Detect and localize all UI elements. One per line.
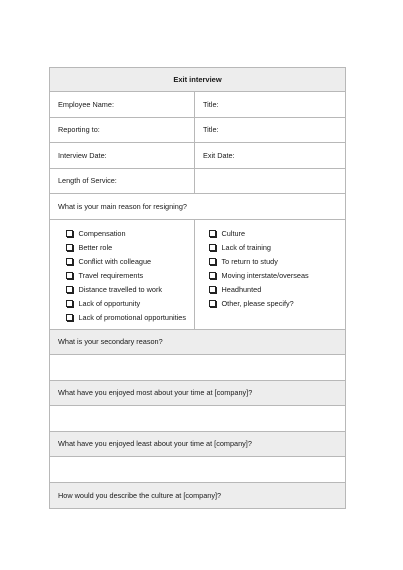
checkbox-icon[interactable]	[209, 300, 216, 307]
reason-label: Travel requirements	[78, 271, 144, 280]
reason-label: Other, please specify?	[221, 299, 294, 308]
secondary-reason-question: What is your secondary reason?	[58, 337, 163, 347]
reason-label: Conflict with colleague	[78, 257, 152, 266]
manager-title-field[interactable]: Title:	[203, 125, 219, 135]
length-of-service-field[interactable]: Length of Service:	[50, 169, 195, 194]
reason-option[interactable]	[66, 269, 194, 283]
enjoyed-least-question: What have you enjoyed least about your time at [company]?	[58, 439, 252, 449]
field-row-service	[50, 169, 345, 195]
reason-label: Headhunted	[221, 285, 262, 294]
checkbox-icon[interactable]	[66, 258, 73, 265]
reason-option[interactable]	[209, 283, 345, 297]
reason-column-right	[195, 220, 345, 329]
checkbox-icon[interactable]	[66, 230, 73, 237]
interview-date-field[interactable]: Interview Date:	[50, 143, 195, 168]
enjoyed-most-question-row	[50, 381, 345, 407]
culture-question-row	[50, 483, 345, 509]
reason-label: Culture	[221, 229, 246, 238]
reason-label: Distance travelled to work	[78, 285, 163, 294]
checkbox-icon[interactable]	[66, 286, 73, 293]
reason-label: Compensation	[78, 229, 126, 238]
reason-option[interactable]	[66, 241, 194, 255]
reason-option[interactable]	[66, 311, 194, 325]
reason-option[interactable]	[209, 255, 345, 269]
checkbox-icon[interactable]	[209, 258, 216, 265]
reason-option[interactable]	[209, 269, 345, 283]
field-row-reporting	[50, 118, 345, 144]
reason-option[interactable]	[209, 227, 345, 241]
checkbox-icon[interactable]	[66, 244, 73, 251]
checkbox-icon[interactable]	[66, 272, 73, 279]
reporting-to-field[interactable]: Reporting to:	[50, 118, 195, 143]
reason-label: Better role	[78, 243, 113, 252]
secondary-reason-question-row	[50, 330, 345, 356]
employee-name-field[interactable]: Employee Name:	[50, 92, 195, 117]
reason-option[interactable]	[66, 283, 194, 297]
checkbox-icon[interactable]	[209, 272, 216, 279]
checkbox-icon[interactable]	[209, 230, 216, 237]
reason-option[interactable]	[66, 297, 194, 311]
main-reason-question: What is your main reason for resigning?	[58, 201, 187, 211]
reason-option[interactable]	[209, 297, 345, 311]
reason-option[interactable]	[66, 227, 194, 241]
checkbox-icon[interactable]	[209, 286, 216, 293]
exit-interview-form	[49, 67, 346, 509]
exit-date-field[interactable]: Exit Date:	[203, 150, 235, 160]
checkbox-icon[interactable]	[209, 244, 216, 251]
reason-option[interactable]	[66, 255, 194, 269]
enjoyed-least-question-row	[50, 432, 345, 458]
reason-column-left	[50, 220, 195, 329]
field-row-employee	[50, 92, 345, 118]
checkbox-icon[interactable]	[66, 300, 73, 307]
checkbox-icon[interactable]	[66, 314, 73, 321]
reason-checklist	[50, 220, 345, 330]
reason-label: Lack of training	[221, 243, 271, 252]
enjoyed-least-answer[interactable]	[50, 457, 345, 483]
length-of-service-value[interactable]	[195, 169, 345, 194]
main-reason-question-row	[50, 194, 345, 220]
reason-label: Lack of promotional opportunities	[78, 313, 186, 322]
reason-option[interactable]	[209, 241, 345, 255]
field-row-dates	[50, 143, 345, 169]
reason-label: Lack of opportunity	[78, 299, 141, 308]
reason-label: Moving interstate/overseas	[221, 271, 309, 280]
reason-label: To return to study	[221, 257, 278, 266]
enjoyed-most-question: What have you enjoyed most about your time at [company]?	[58, 388, 253, 398]
employee-title-field[interactable]: Title:	[203, 99, 219, 109]
culture-question: How would you describe the culture at [company]?	[58, 490, 222, 500]
form-title: Exit interview	[50, 68, 345, 92]
secondary-reason-answer[interactable]	[50, 355, 345, 381]
enjoyed-most-answer[interactable]	[50, 406, 345, 432]
